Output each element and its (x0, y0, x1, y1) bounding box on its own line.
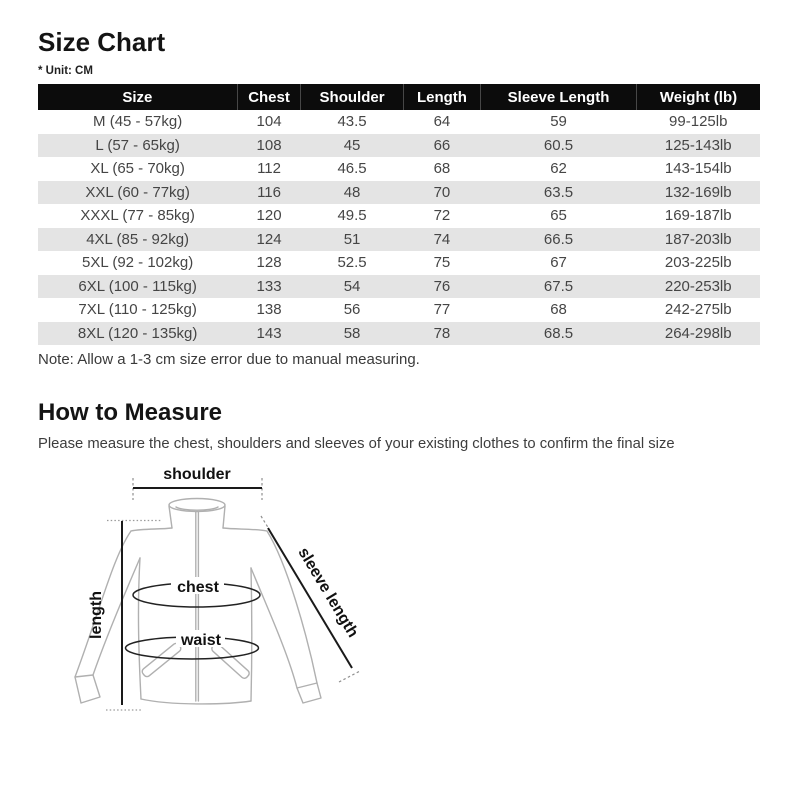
table-cell: 6XL (100 - 115kg) (38, 275, 237, 299)
table-cell: 203-225lb (637, 251, 761, 275)
table-cell: 5XL (92 - 102kg) (38, 251, 237, 275)
table-row (38, 204, 760, 228)
table-cell: 43.5 (301, 110, 404, 134)
unit-note: * Unit: CM (38, 65, 93, 77)
table-cell: XL (65 - 70kg) (38, 157, 237, 181)
table-cell: 8XL (120 - 135kg) (38, 322, 237, 346)
table-cell: 68.5 (481, 322, 637, 346)
table-cell: 132-169lb (637, 181, 761, 205)
table-cell: 68 (403, 157, 480, 181)
table-row (38, 110, 760, 134)
table-row (38, 251, 760, 275)
table-cell: 67 (481, 251, 637, 275)
table-cell: 62 (481, 157, 637, 181)
size-table (38, 84, 760, 345)
column-header: Size (38, 84, 237, 110)
table-cell: 7XL (110 - 125kg) (38, 298, 237, 322)
table-cell: 242-275lb (637, 298, 761, 322)
table-cell: 46.5 (301, 157, 404, 181)
length-label: length (88, 591, 105, 639)
table-cell: 64 (403, 110, 480, 134)
table-cell: 112 (237, 157, 301, 181)
table-cell: 104 (237, 110, 301, 134)
waist-label: waist (180, 632, 222, 649)
shoulder-label: shoulder (163, 466, 231, 483)
size-table-body (38, 110, 760, 345)
table-cell: 48 (301, 181, 404, 205)
table-cell: M (45 - 57kg) (38, 110, 237, 134)
table-cell: 59 (481, 110, 637, 134)
left-pocket (141, 642, 182, 678)
table-cell: XXXL (77 - 85kg) (38, 204, 237, 228)
how-to-measure-title: How to Measure (38, 399, 223, 426)
jacket-measure-diagram (55, 455, 415, 800)
column-header: Shoulder (301, 84, 404, 110)
table-cell: 264-298lb (637, 322, 761, 346)
table-cell: 120 (237, 204, 301, 228)
table-cell: 63.5 (481, 181, 637, 205)
chest-label: chest (177, 579, 219, 596)
table-cell: 4XL (85 - 92kg) (38, 228, 237, 252)
table-cell: 99-125lb (637, 110, 761, 134)
table-cell: 76 (403, 275, 480, 299)
table-row (38, 322, 760, 346)
table-cell: 51 (301, 228, 404, 252)
table-cell: 116 (237, 181, 301, 205)
table-row (38, 298, 760, 322)
table-cell: 143-154lb (637, 157, 761, 181)
table-cell: 133 (237, 275, 301, 299)
how-to-measure-subtitle: Please measure the chest, shoulders and sleeves of your existing clothes to confirm the final size (38, 436, 675, 452)
table-cell: 124 (237, 228, 301, 252)
table-cell: 169-187lb (637, 204, 761, 228)
table-cell: 58 (301, 322, 404, 346)
table-cell: 49.5 (301, 204, 404, 228)
table-row (38, 181, 760, 205)
table-cell: XXL (60 - 77kg) (38, 181, 237, 205)
table-row (38, 275, 760, 299)
table-cell: 56 (301, 298, 404, 322)
table-cell: 60.5 (481, 134, 637, 158)
table-cell: 187-203lb (637, 228, 761, 252)
table-row (38, 134, 760, 158)
table-cell: 74 (403, 228, 480, 252)
table-cell: L (57 - 65kg) (38, 134, 237, 158)
table-cell: 75 (403, 251, 480, 275)
table-cell: 72 (403, 204, 480, 228)
measuring-note: Note: Allow a 1-3 cm size error due to manual measuring. (38, 351, 420, 368)
column-header: Sleeve Length (481, 84, 637, 110)
table-cell: 68 (481, 298, 637, 322)
table-row (38, 157, 760, 181)
table-cell: 65 (481, 204, 637, 228)
table-row (38, 228, 760, 252)
table-cell: 138 (237, 298, 301, 322)
table-cell: 67.5 (481, 275, 637, 299)
column-header: Weight (lb) (637, 84, 761, 110)
table-cell: 220-253lb (637, 275, 761, 299)
table-cell: 125-143lb (637, 134, 761, 158)
table-cell: 143 (237, 322, 301, 346)
table-cell: 77 (403, 298, 480, 322)
table-cell: 54 (301, 275, 404, 299)
sleeve-length-label: sleeve length (294, 544, 362, 641)
column-header: Length (403, 84, 480, 110)
table-cell: 70 (403, 181, 480, 205)
column-header: Chest (237, 84, 301, 110)
page-title: Size Chart (38, 27, 166, 57)
table-cell: 78 (403, 322, 480, 346)
table-cell: 66.5 (481, 228, 637, 252)
table-cell: 128 (237, 251, 301, 275)
table-cell: 108 (237, 134, 301, 158)
size-table-header-row (38, 84, 760, 110)
table-cell: 52.5 (301, 251, 404, 275)
table-cell: 45 (301, 134, 404, 158)
jacket-illustration (75, 499, 321, 704)
table-cell: 66 (403, 134, 480, 158)
